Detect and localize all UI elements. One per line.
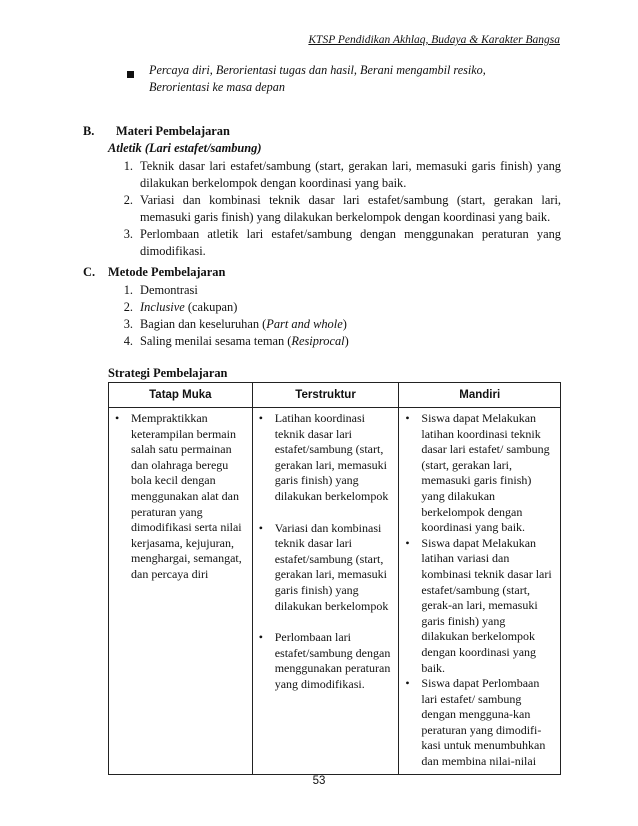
list-text-italic: Part and whole xyxy=(266,317,343,331)
table-bullet-item xyxy=(405,536,554,676)
list-text-after: ) xyxy=(342,317,347,331)
bullet-icon xyxy=(259,411,275,505)
table-bullet-item xyxy=(405,411,554,536)
list-number: 2. xyxy=(123,193,133,207)
header-mandiri: Mandiri xyxy=(399,383,561,408)
bullet-icon xyxy=(259,521,275,615)
header-tatap-muka: Tatap Muka xyxy=(109,383,253,408)
bullet-text: Siswa dapat Melakukan latihan variasi dan kombinasi teknik dasar lari estafet/sambung (start, gerak-an lari, memasuki garis finish) yang dilakukan berkelompok dengan koordinasi yang baik. xyxy=(421,535,552,675)
list-item xyxy=(108,282,561,299)
list-number: 1. xyxy=(123,283,133,297)
list-text-after: ) xyxy=(344,334,349,348)
bullet-icon xyxy=(405,536,421,676)
list-item xyxy=(108,192,561,226)
table-bullet-item xyxy=(405,676,554,770)
section-c-title: Metode Pembelajaran xyxy=(108,265,226,279)
list-number: 2. xyxy=(123,300,133,314)
list-text-plain: Bagian dan keseluruhan ( xyxy=(140,317,267,331)
list-text xyxy=(140,282,561,299)
list-text xyxy=(140,316,561,333)
strategy-table xyxy=(108,382,561,775)
bullet-text: Siswa dapat Melakukan latihan koordinasi teknik dasar lari estafet/ sambung (start, gerakan lari, memasuki garis finish) yang dilakukan berkelompok dengan koordinasi yang baik. xyxy=(421,411,550,535)
list-text: Variasi dan kombinasi teknik dasar lari estafet/sambung (start, gerakan lari, memasuki garis finish) yang dilakukan berkelompok dengan koordinasi yang baik. xyxy=(140,193,561,224)
table-row xyxy=(109,408,561,775)
header-terstruktur: Terstruktur xyxy=(252,383,399,408)
list-text xyxy=(140,333,561,350)
running-header: KTSP Pendidikan Akhlaq, Budaya & Karakter Bangsa xyxy=(308,34,560,46)
table-bullet-item xyxy=(115,411,246,583)
bullet-icon xyxy=(405,676,421,770)
list-item xyxy=(108,333,561,350)
bullet-text: Siswa dapat Perlombaan lari estafet/ sambung dengan mengguna-kan peraturan yang dimodifi-kasi untuk menumbuhkan dan membina nilai-nilai xyxy=(421,676,546,769)
square-bullet-icon xyxy=(127,71,134,78)
bullet-text: Perlombaan lari estafet/sambung dengan menggunakan peraturan yang dimodifikasi. xyxy=(274,630,391,691)
list-item xyxy=(108,158,561,192)
strategy-title: Strategi Pembelajaran xyxy=(108,366,228,380)
list-text: Perlombaan atletik lari estafet/sambung dengan menggunakan peraturan yang dimodifikasi. xyxy=(140,227,561,258)
bullet-text: Mempraktikkan keterampilan bermain salah satu permainan dan olahraga beregu bola kecil dengan menggunakan alat dan peraturan yang dimodifikasi serta nilai kerjasama, kejujuran, menghargai, semangat, dan percaya diri xyxy=(131,411,242,581)
list-number: 1. xyxy=(123,159,133,173)
list-text xyxy=(140,299,561,316)
list-number: 3. xyxy=(123,317,133,331)
bullet-icon xyxy=(405,411,421,536)
bullet-text: Latihan koordinasi teknik dasar lari estafet/sambung (start, gerakan lari, memasuki garis finish) yang dilakukan berkelompok xyxy=(274,411,389,503)
table-bullet-item xyxy=(259,521,393,615)
table-bullet-item xyxy=(259,630,393,692)
table-header-row xyxy=(109,383,561,408)
section-b-title: Materi Pembelajaran xyxy=(116,124,230,138)
list-text: Teknik dasar lari estafet/sambung (start, gerakan lari, memasuki garis finish) yang dilakukan berkelompok dengan koordinasi yang baik. xyxy=(140,159,561,190)
list-item xyxy=(108,226,561,260)
cell-mandiri xyxy=(399,408,561,775)
metode-list xyxy=(108,282,561,350)
character-values-bullet: Percaya diri, Berorientasi tugas dan hasil, Berani mengambil resiko, Berorientasi ke masa depan xyxy=(149,63,486,94)
section-c-letter: C. xyxy=(83,265,96,279)
list-text-italic: Inclusive xyxy=(140,300,185,314)
list-text-after: (cakupan) xyxy=(184,300,238,314)
section-b-letter: B. xyxy=(83,124,95,138)
list-item xyxy=(108,299,561,316)
list-text-italic: Resiprocal xyxy=(291,334,345,348)
list-text-plain: Saling menilai sesama teman ( xyxy=(140,334,292,348)
page-number: 53 xyxy=(312,775,326,787)
list-text-plain: Demontrasi xyxy=(140,283,198,297)
table-bullet-item xyxy=(259,411,393,505)
bullet-icon xyxy=(115,411,131,583)
materi-list xyxy=(108,158,561,260)
list-item xyxy=(108,316,561,333)
list-number: 3. xyxy=(123,227,133,241)
cell-terstruktur xyxy=(252,408,399,775)
cell-tatap-muka xyxy=(109,408,253,775)
bullet-text: Variasi dan kombinasi teknik dasar lari estafet/sambung (start, gerakan lari, memasuki garis finish) yang dilakukan berkelompok xyxy=(274,520,389,613)
list-number: 4. xyxy=(123,334,133,348)
bullet-icon xyxy=(259,630,275,692)
section-b-subtitle: Atletik (Lari estafet/sambung) xyxy=(108,141,262,155)
